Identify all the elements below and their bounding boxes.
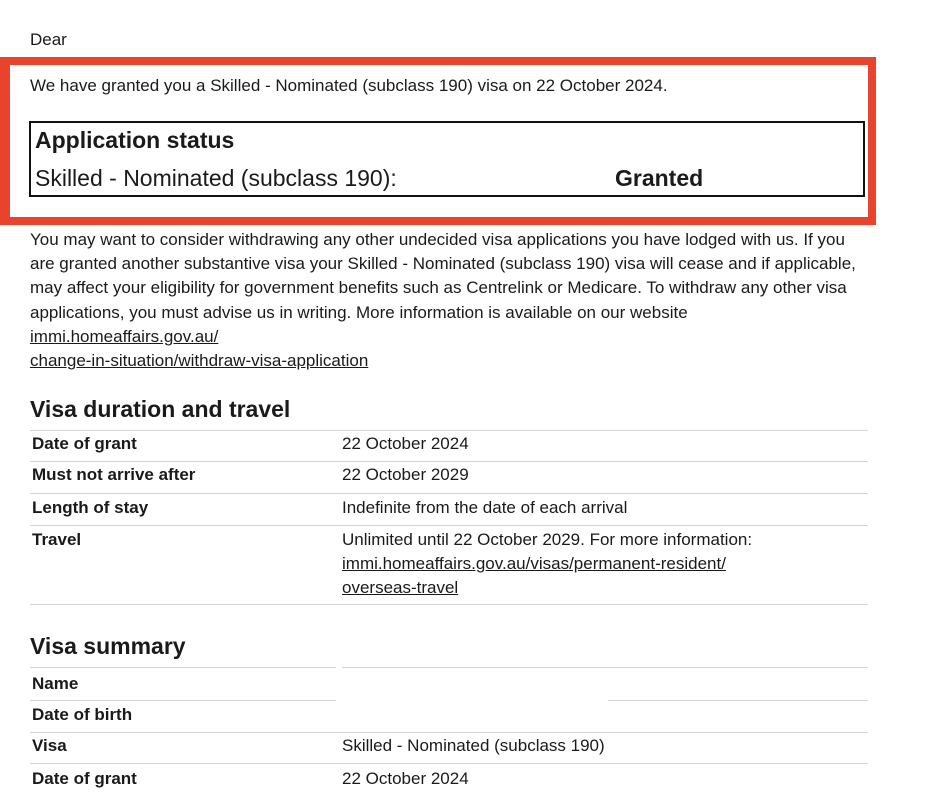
application-status-value: Granted: [615, 165, 704, 191]
summary-label-name: Name: [32, 674, 79, 693]
duration-value-travel: [342, 528, 862, 600]
visa-duration-heading: Visa duration and travel: [30, 396, 291, 422]
duration-value-must-not-arrive: 22 October 2029: [342, 465, 469, 484]
summary-label-visa: Visa: [32, 736, 67, 755]
divider: [30, 493, 868, 494]
duration-label-date-of-grant: Date of grant: [32, 434, 137, 453]
withdraw-notice: [30, 228, 870, 373]
divider: [30, 604, 868, 605]
divider: [30, 667, 336, 668]
duration-value-length-of-stay: Indefinite from the date of each arrival: [342, 498, 628, 517]
application-status-title: Application status: [35, 127, 235, 153]
visa-summary-heading: Visa summary: [30, 633, 186, 659]
divider: [30, 525, 868, 526]
divider: [30, 700, 336, 701]
grant-statement: We have granted you a Skilled - Nominated (subclass 190) visa on 22 October 2024.: [30, 76, 668, 95]
divider: [342, 667, 868, 668]
duration-label-travel: Travel: [32, 530, 82, 549]
divider: [30, 763, 868, 764]
divider: [30, 732, 868, 733]
duration-label-must-not-arrive: Must not arrive after: [32, 465, 196, 484]
summary-value-date-of-grant: 22 October 2024: [342, 769, 469, 788]
application-status-visa: Skilled - Nominated (subclass 190):: [35, 165, 397, 191]
summary-label-date-of-grant: Date of grant: [32, 769, 137, 788]
duration-label-length-of-stay: Length of stay: [32, 498, 149, 517]
overseas-travel-link[interactable]: immi.homeaffairs.gov.au/visas/permanent-resident/ overseas-travel: [342, 554, 726, 597]
divider: [608, 700, 868, 701]
duration-value-date-of-grant: 22 October 2024: [342, 434, 469, 453]
divider: [30, 461, 868, 462]
withdraw-link[interactable]: immi.homeaffairs.gov.au/ change-in-situation/withdraw-visa-application: [30, 326, 369, 371]
summary-label-date-of-birth: Date of birth: [32, 705, 133, 724]
withdraw-notice-text: You may want to consider withdrawing any other undecided visa applications you have lodged with us. If you are granted another substantive visa your Skilled - Nominated (subclass 190) visa will cease and if applicable, may affect your eligibility for government benefits such as Centrelink or Medicare. To withdraw any other visa applications, you must advise us in writing. More information is available on our website: [30, 230, 856, 322]
travel-text: Unlimited until 22 October 2029. For more information:: [342, 530, 753, 549]
summary-value-visa: Skilled - Nominated (subclass 190): [342, 736, 605, 755]
salutation: Dear: [30, 30, 67, 49]
divider: [30, 430, 868, 431]
